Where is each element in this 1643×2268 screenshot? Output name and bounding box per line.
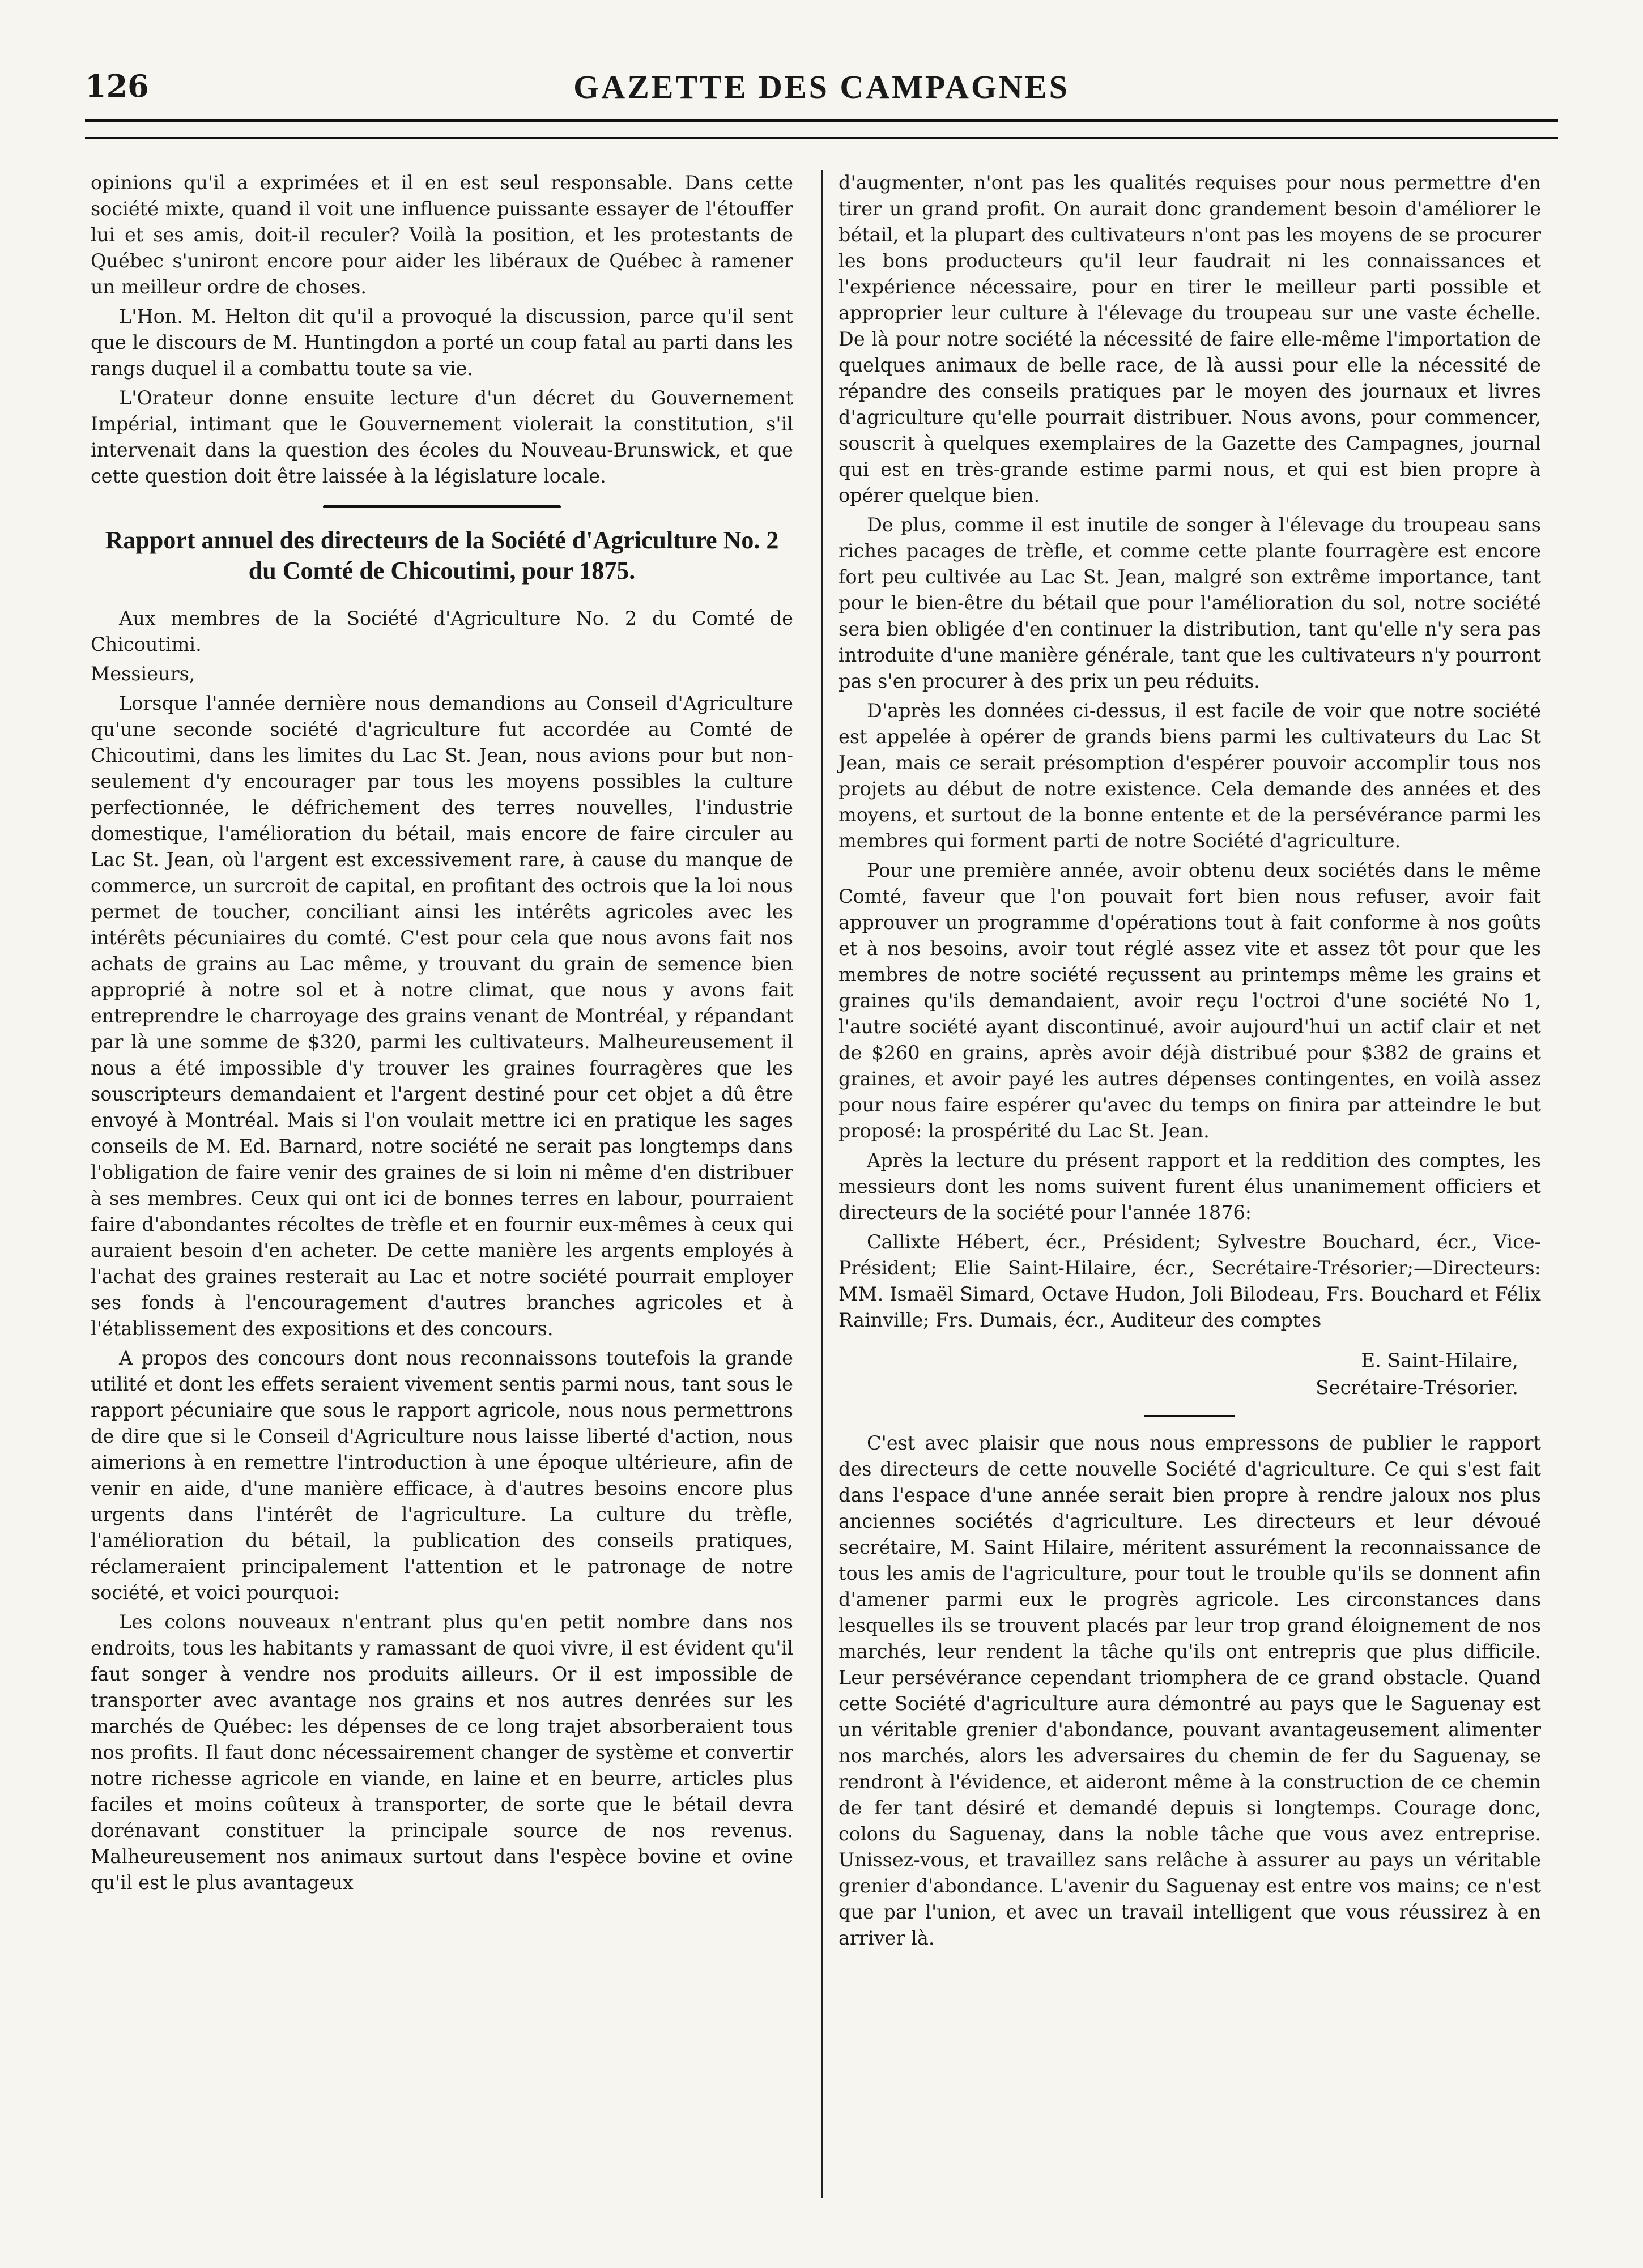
section-divider: [1144, 1415, 1235, 1417]
paragraph: A propos des concours dont nous reconnaissons toutefois la grande utilité et dont les effets seraient vivement sentis parmi nous, tant sous le rapport pécuniaire que sous le rapport agricole, nous nous permettrons de dire que si le Conseil d'Agriculture nous laisse liberté d'action, nous aimerions à en remettre l'introduction à une époque ultérieure, afin de venir en aide, d'une manière efficace, à d'autres besoins encore plus urgents dans l'intérêt de l'agriculture. La culture du trèfle, l'amélioration du bétail, la publication des conseils pratiques, réclameraient principalement l'attention et le patronage de notre société, et voici pourquoi:: [91, 1347, 793, 1604]
signature-name: E. Saint-Hilaire,: [1361, 1349, 1518, 1372]
paragraph: Les colons nouveaux n'entrant plus qu'en petit nombre dans nos endroits, tous les habitants y ramassant de quoi vivre, il est évident qu'il faut songer à vendre nos produits ailleurs. Or il est impossible de transporter avec avantage nos grains et nos autres denrées sur les marchés de Québec: les dépenses de ce long trajet absorberaient tous nos profits. Il faut donc nécessairement changer de système et convertir notre richesse agricole en viande, en laine et en beurre, articles plus faciles et moins coûteux à transporter, de sorte que le bétail devra dorénavant constituer la principale source de nos revenus. Malheureusement nos animaux surtout dans l'espèce bovine et ovine qu'il est le plus avantageux: [91, 1611, 793, 1894]
salutation: Messieurs,: [91, 663, 195, 685]
column-divider: [822, 170, 823, 2198]
paragraph: Après la lecture du présent rapport et la reddition des comptes, les messieurs dont les noms suivent furent élus unanimement officiers et directeurs de la société pour l'année 1876:: [838, 1149, 1541, 1223]
left-column: [91, 170, 793, 1899]
address-line: Aux membres de la Société d'Agriculture No. 2 du Comté de Chicoutimi.: [91, 607, 793, 655]
page-number: 126: [85, 68, 149, 104]
officers-list: Callixte Hébert, écr., Président; Sylvestre Bouchard, écr., Vice-Président; Elie Saint-Hilaire, écr., Secrétaire-Trésorier;—Directeurs: MM. Ismaël Simard, Octave Hudon, Joli Bilodeau, Frs. Bouchard et Félix Rainville; Frs. Dumais, écr., Auditeur des comptes: [838, 1231, 1541, 1331]
paragraph: Lorsque l'année dernière nous demandions au Conseil d'Agriculture qu'une seconde société d'agriculture fut accordée au Comté de Chicoutimi, dans les limites du Lac St. Jean, nous avions pour but non-seulement d'y encourager par tous les moyens possibles la culture perfectionnée, le défrichement des terres nouvelles, l'industrie domestique, l'amélioration du bétail, mais encore de faire circuler au Lac St. Jean, où l'argent est excessivement rare, à cause du manque de commerce, un surcroit de capital, en profitant des octrois que la loi nous permet de toucher, conciliant ainsi les intérêts agricoles avec les intérêts pécuniaires du comté. C'est pour cela que nous avons fait nos achats de grains au Lac même, y trouvant du grain de semence bien approprié à notre sol et à notre climat, que nous y avons fait entreprendre le charroyage des grains venant de Montréal, y répandant par là une somme de $320, parmi les cultivateurs. Malheureusement il nous a été impossible d'y trouver les graines fourragères que les souscripteurs demandaient et l'argent destiné pour cet objet a dû être envoyé à Montréal. Mais si l'on voulait mettre ici en pratique les sages conseils de M. Ed. Barnard, notre société ne serait pas longtemps dans l'obligation de faire venir des graines de si loin ni même d'en distribuer à ses membres. Ceux qui ont ici de bonnes terres en labour, pourraient faire d'abondantes récoltes de trèfle et en fournir eux-mêmes à ceux qui auraient besoin d'en acheter. De cette manière les argents employés à l'achat des graines resterait au Lac et notre société pourrait employer ses fonds à l'encouragement d'autres branches agricoles et à l'établissement des expositions et des concours.: [91, 692, 793, 1340]
paragraph: d'augmenter, n'ont pas les qualités requises pour nous permettre d'en tirer un grand profit. On aurait donc grandement besoin d'améliorer le bétail, et la plupart des cultivateurs n'ont pas les moyens de se procurer les bons producteurs qu'il leur faudrait ni les connaissances et l'expérience nécessaire, pour en tirer le meilleur parti possible et approprier leur culture à l'élevage du troupeau sur une vaste échelle. De là pour notre société la nécessité de faire elle-même l'importation de quelques animaux de belle race, de là aussi pour elle la nécessité de répandre des conseils pratiques par le moyen des journaux et livres d'agriculture qu'elle pourrait distribuer. Nous avons, pour commencer, souscrit à quelques exemplaires de la Gazette des Campagnes, journal qui est en très-grande estime parmi nous, et qui est bien propre à opérer quelque bien.: [838, 172, 1541, 506]
paragraph: Pour une première année, avoir obtenu deux sociétés dans le même Comté, faveur que l'on pouvait fort bien nous refuser, avoir fait approuver un programme d'opérations tout à fait conforme à nos goûts et à nos besoins, avoir tout réglé assez vite et assez tôt pour que les membres de notre société reçussent au printemps même les grains et graines qu'ils demandaient, avoir reçu l'octroi d'une société No 1, l'autre société ayant discontinué, avoir aujourd'hui un actif clair et net de $260 en grains, après avoir déjà distribué pour $382 de grains et graines, et avoir payé les autres dépenses contingentes, en voilà assez pour nous faire espérer qu'avec du temps on finira par atteindre le but proposé: la prospérité du Lac St. Jean.: [838, 859, 1541, 1142]
paragraph: L'Hon. M. Helton dit qu'il a provoqué la discussion, parce qu'il sent que le discours de M. Huntingdon a porté un coup fatal au parti dans les rangs duquel il a combattu toute sa vie.: [91, 305, 793, 380]
article-title: Rapport annuel des directeurs de la Société d'Agriculture No. 2 du Comté de Chicoutimi, pour 1875.: [105, 526, 779, 585]
paragraph: L'Orateur donne ensuite lecture d'un décret du Gouvernement Impérial, intimant que le Gouvernement violerait la constitution, s'il intervenait dans la question des écoles du Nouveau-Brunswick, et que cette question doit être laissée à la législature locale.: [91, 387, 793, 487]
page-title: GAZETTE DES CAMPAGNES: [573, 69, 1070, 105]
section-divider: [323, 505, 561, 508]
signature: [838, 1347, 1541, 1401]
paragraph: De plus, comme il est inutile de songer à l'élevage du troupeau sans riches pacages de trèfle, et comme cette plante fourragère est encore fort peu cultivée au Lac St. Jean, malgré son extrême importance, tant pour le bien-être du bétail que pour l'amélioration du sol, notre société sera bien obligée d'en continuer la distribution, tant qu'elle n'y sera pas introduite d'une manière générale, tant que les cultivateurs n'y pourront pas s'en procurer à des prix un peu réduits.: [838, 514, 1541, 692]
right-column: [838, 170, 1541, 1955]
paragraph: D'après les données ci-dessus, il est facile de voir que notre société est appelée à opérer de grands biens parmi les cultivateurs du Lac St Jean, mais ce serait présomption d'espérer pouvoir accomplir tous nos projets au début de notre existence. Cela demande des années et des moyens, et surtout de la bonne entente et de la persévérance parmi les membres qui forment parti de notre Société d'agriculture.: [838, 700, 1541, 852]
page-header: [85, 62, 1558, 153]
signature-title: Secrétaire-Trésorier.: [1316, 1376, 1518, 1399]
paragraph: opinions qu'il a exprimées et il en est seul responsable. Dans cette société mixte, quand il voit une influence puissante essayer de l'étouffer lui et ses amis, doit-il reculer? Voilà la position, et les protestants de Québec s'uniront encore pour aider les libéraux de Québec à ramener un meilleur ordre de choses.: [91, 172, 793, 298]
paragraph: C'est avec plaisir que nous nous empressons de publier le rapport des directeurs de cette nouvelle Société d'agriculture. Ce qui s'est fait dans l'espace d'une année serait bien propre à rendre jaloux nos plus anciennes sociétés d'agriculture. Les directeurs et leur dévoué secrétaire, M. Saint Hilaire, méritent assurément la reconnaissance de tous les amis de l'agriculture, pour tout le trouble qu'ils se donnent afin d'amener parmi eux le progrès agricole. Les circonstances dans lesquelles ils se trouvent placés par leur trop grand éloignement de nos marchés, leur rendent la tâche qu'ils ont entrepris que plus difficile. Leur persévérance cependant triomphera de ce grand obstacle. Quand cette Société d'agriculture aura démontré au pays que le Saguenay est un véritable grenier d'abondance, pouvant avantageusement alimenter nos marchés, alors les adversaires du chemin de fer du Saguenay, se rendront à l'évidence, et aideront même à la construction de ce chemin de fer tant désiré et demandé depuis si longtemps. Courage donc, colons du Saguenay, dans la noble tâche que vous avez entreprise. Unissez-vous, et travaillez sans relâche à assurer au pays un véritable grenier d'abondance. L'avenir du Saguenay est entre vos mains; ce n'est que par l'union, et avec un travail intelligent que vous réussirez à en arriver là.: [838, 1432, 1541, 1949]
header-rule: [85, 119, 1558, 139]
